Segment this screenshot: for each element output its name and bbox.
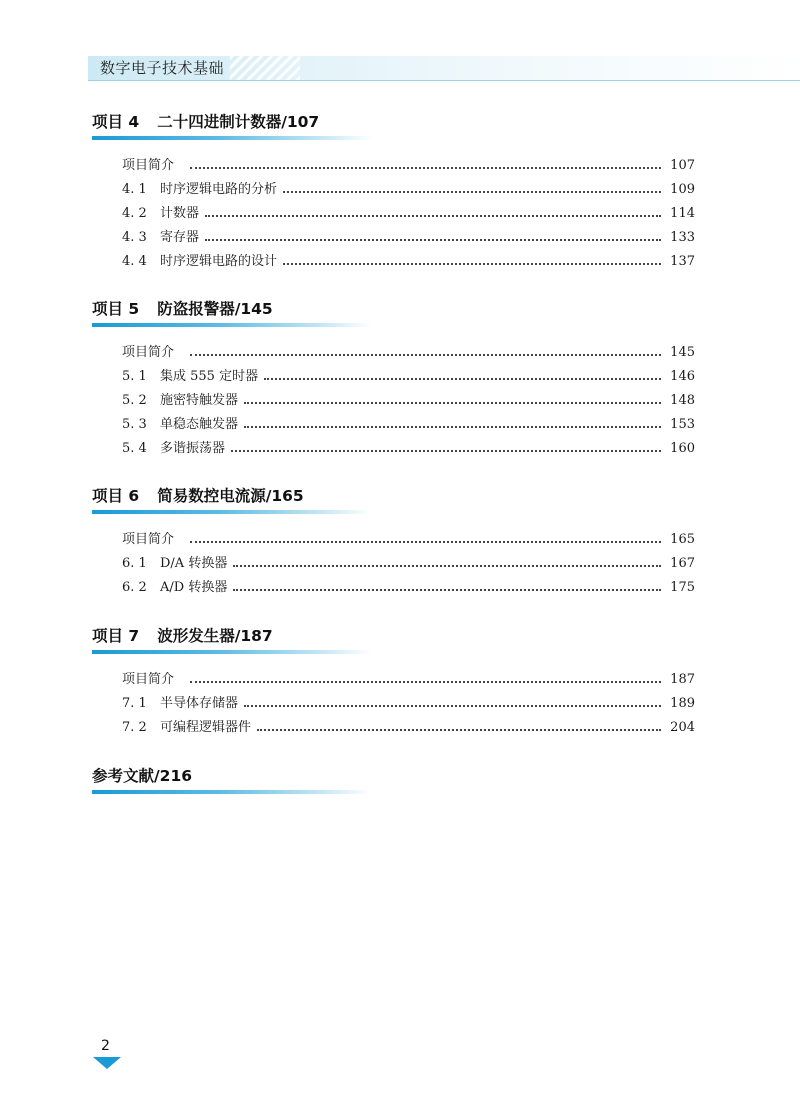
entry-page: 153 [670, 417, 695, 432]
entry-label: 项目简介 [122, 345, 175, 360]
entry-page: 187 [670, 672, 695, 687]
section-number: 项目 7 [92, 627, 140, 645]
toc-entry[interactable] [92, 576, 695, 600]
entry-label: 项目简介 [122, 672, 175, 687]
entry-label: A/D 转换器 [160, 580, 228, 595]
toc-entry[interactable] [92, 250, 695, 274]
toc-entry[interactable] [92, 389, 695, 413]
dot-leader [244, 705, 661, 707]
entry-code: 4. 2 [122, 206, 147, 221]
entry-page: 107 [670, 158, 695, 173]
dot-leader [205, 215, 661, 217]
entry-label: 寄存器 [160, 230, 200, 245]
page-number: 2 [101, 1038, 110, 1054]
dot-leader [283, 191, 661, 193]
entry-label: 施密特触发器 [160, 393, 239, 408]
entry-code: 6. 1 [122, 556, 147, 571]
section-number: 项目 4 [92, 113, 140, 131]
dot-leader [244, 426, 661, 428]
dot-leader [233, 589, 661, 591]
entry-page: 204 [670, 720, 695, 735]
entry-code: 5. 3 [122, 417, 147, 432]
entry-page: 133 [670, 230, 695, 245]
toc-entry[interactable] [92, 413, 695, 437]
toc-entry[interactable] [92, 341, 695, 365]
toc-entry[interactable] [92, 202, 695, 226]
toc-section-project-6 [92, 485, 702, 600]
entry-label: 项目简介 [122, 532, 175, 547]
entry-code: 6. 2 [122, 580, 147, 595]
toc-entry[interactable] [92, 365, 695, 389]
entry-code: 5. 4 [122, 441, 147, 456]
toc-entry[interactable] [92, 668, 695, 692]
entry-label: 单稳态触发器 [160, 417, 239, 432]
section-number: 项目 5 [92, 300, 140, 318]
section-heading[interactable] [92, 485, 702, 507]
entry-page: 148 [670, 393, 695, 408]
header-stripe-decoration [230, 56, 300, 80]
entry-page: 160 [670, 441, 695, 456]
section-title: 简易数控电流源/165 [157, 487, 304, 505]
section-underline-bar [92, 650, 372, 654]
toc-section-project-7 [92, 625, 702, 740]
entry-page: 109 [670, 182, 695, 197]
section-underline-bar [92, 790, 372, 794]
entry-label: 时序逻辑电路的分析 [160, 182, 278, 197]
entry-page: 165 [670, 532, 695, 547]
dot-leader [283, 263, 661, 265]
entry-code: 7. 1 [122, 696, 147, 711]
entry-label: 集成 555 定时器 [160, 369, 259, 384]
section-heading[interactable] [92, 625, 702, 647]
entry-code: 4. 4 [122, 254, 147, 269]
entry-page: 167 [670, 556, 695, 571]
dot-leader [190, 541, 661, 543]
references-heading[interactable]: 参考文献/216 [92, 767, 193, 785]
entry-label: 半导体存储器 [160, 696, 239, 711]
page-triangle-icon [93, 1057, 121, 1069]
toc-entry[interactable] [92, 552, 695, 576]
entry-label: 可编程逻辑器件 [160, 720, 252, 735]
section-title: 波形发生器/187 [157, 627, 273, 645]
entry-label: 时序逻辑电路的设计 [160, 254, 278, 269]
entry-label: D/A 转换器 [160, 556, 228, 571]
toc-entry[interactable] [92, 154, 695, 178]
entry-code: 4. 1 [122, 182, 147, 197]
entry-code: 4. 3 [122, 230, 147, 245]
toc-entry[interactable] [92, 226, 695, 250]
dot-leader [264, 378, 661, 380]
toc-entry[interactable] [92, 528, 695, 552]
dot-leader [257, 729, 661, 731]
section-number: 项目 6 [92, 487, 140, 505]
entry-label: 计数器 [160, 206, 200, 221]
toc-entry[interactable] [92, 437, 695, 461]
toc-section-references [92, 765, 702, 794]
running-header-title: 数字电子技术基础 [100, 59, 225, 77]
section-title: 防盗报警器/145 [157, 300, 273, 318]
dot-leader [190, 354, 661, 356]
entry-code: 5. 1 [122, 369, 147, 384]
section-heading[interactable] [92, 298, 702, 320]
section-title: 二十四进制计数器/107 [157, 113, 320, 131]
dot-leader [233, 565, 661, 567]
toc-section-project-5 [92, 298, 702, 461]
dot-leader [190, 167, 661, 169]
section-underline-bar [92, 323, 372, 327]
entry-label: 多谐振荡器 [160, 441, 226, 456]
section-heading[interactable] [92, 111, 702, 133]
entry-code: 5. 2 [122, 393, 147, 408]
dot-leader [231, 450, 661, 452]
entry-page: 114 [670, 206, 695, 221]
entry-code: 7. 2 [122, 720, 147, 735]
entry-label: 项目简介 [122, 158, 175, 173]
section-underline-bar [92, 510, 372, 514]
dot-leader [205, 239, 661, 241]
entry-page: 189 [670, 696, 695, 711]
dot-leader [190, 681, 661, 683]
toc-entry[interactable] [92, 178, 695, 202]
entry-page: 145 [670, 345, 695, 360]
toc-entry[interactable] [92, 692, 695, 716]
entry-page: 137 [670, 254, 695, 269]
toc-section-project-4 [92, 111, 702, 274]
entry-page: 175 [670, 580, 695, 595]
toc-entry[interactable] [92, 716, 695, 740]
entry-page: 146 [670, 369, 695, 384]
section-underline-bar [92, 136, 372, 140]
dot-leader [244, 402, 661, 404]
